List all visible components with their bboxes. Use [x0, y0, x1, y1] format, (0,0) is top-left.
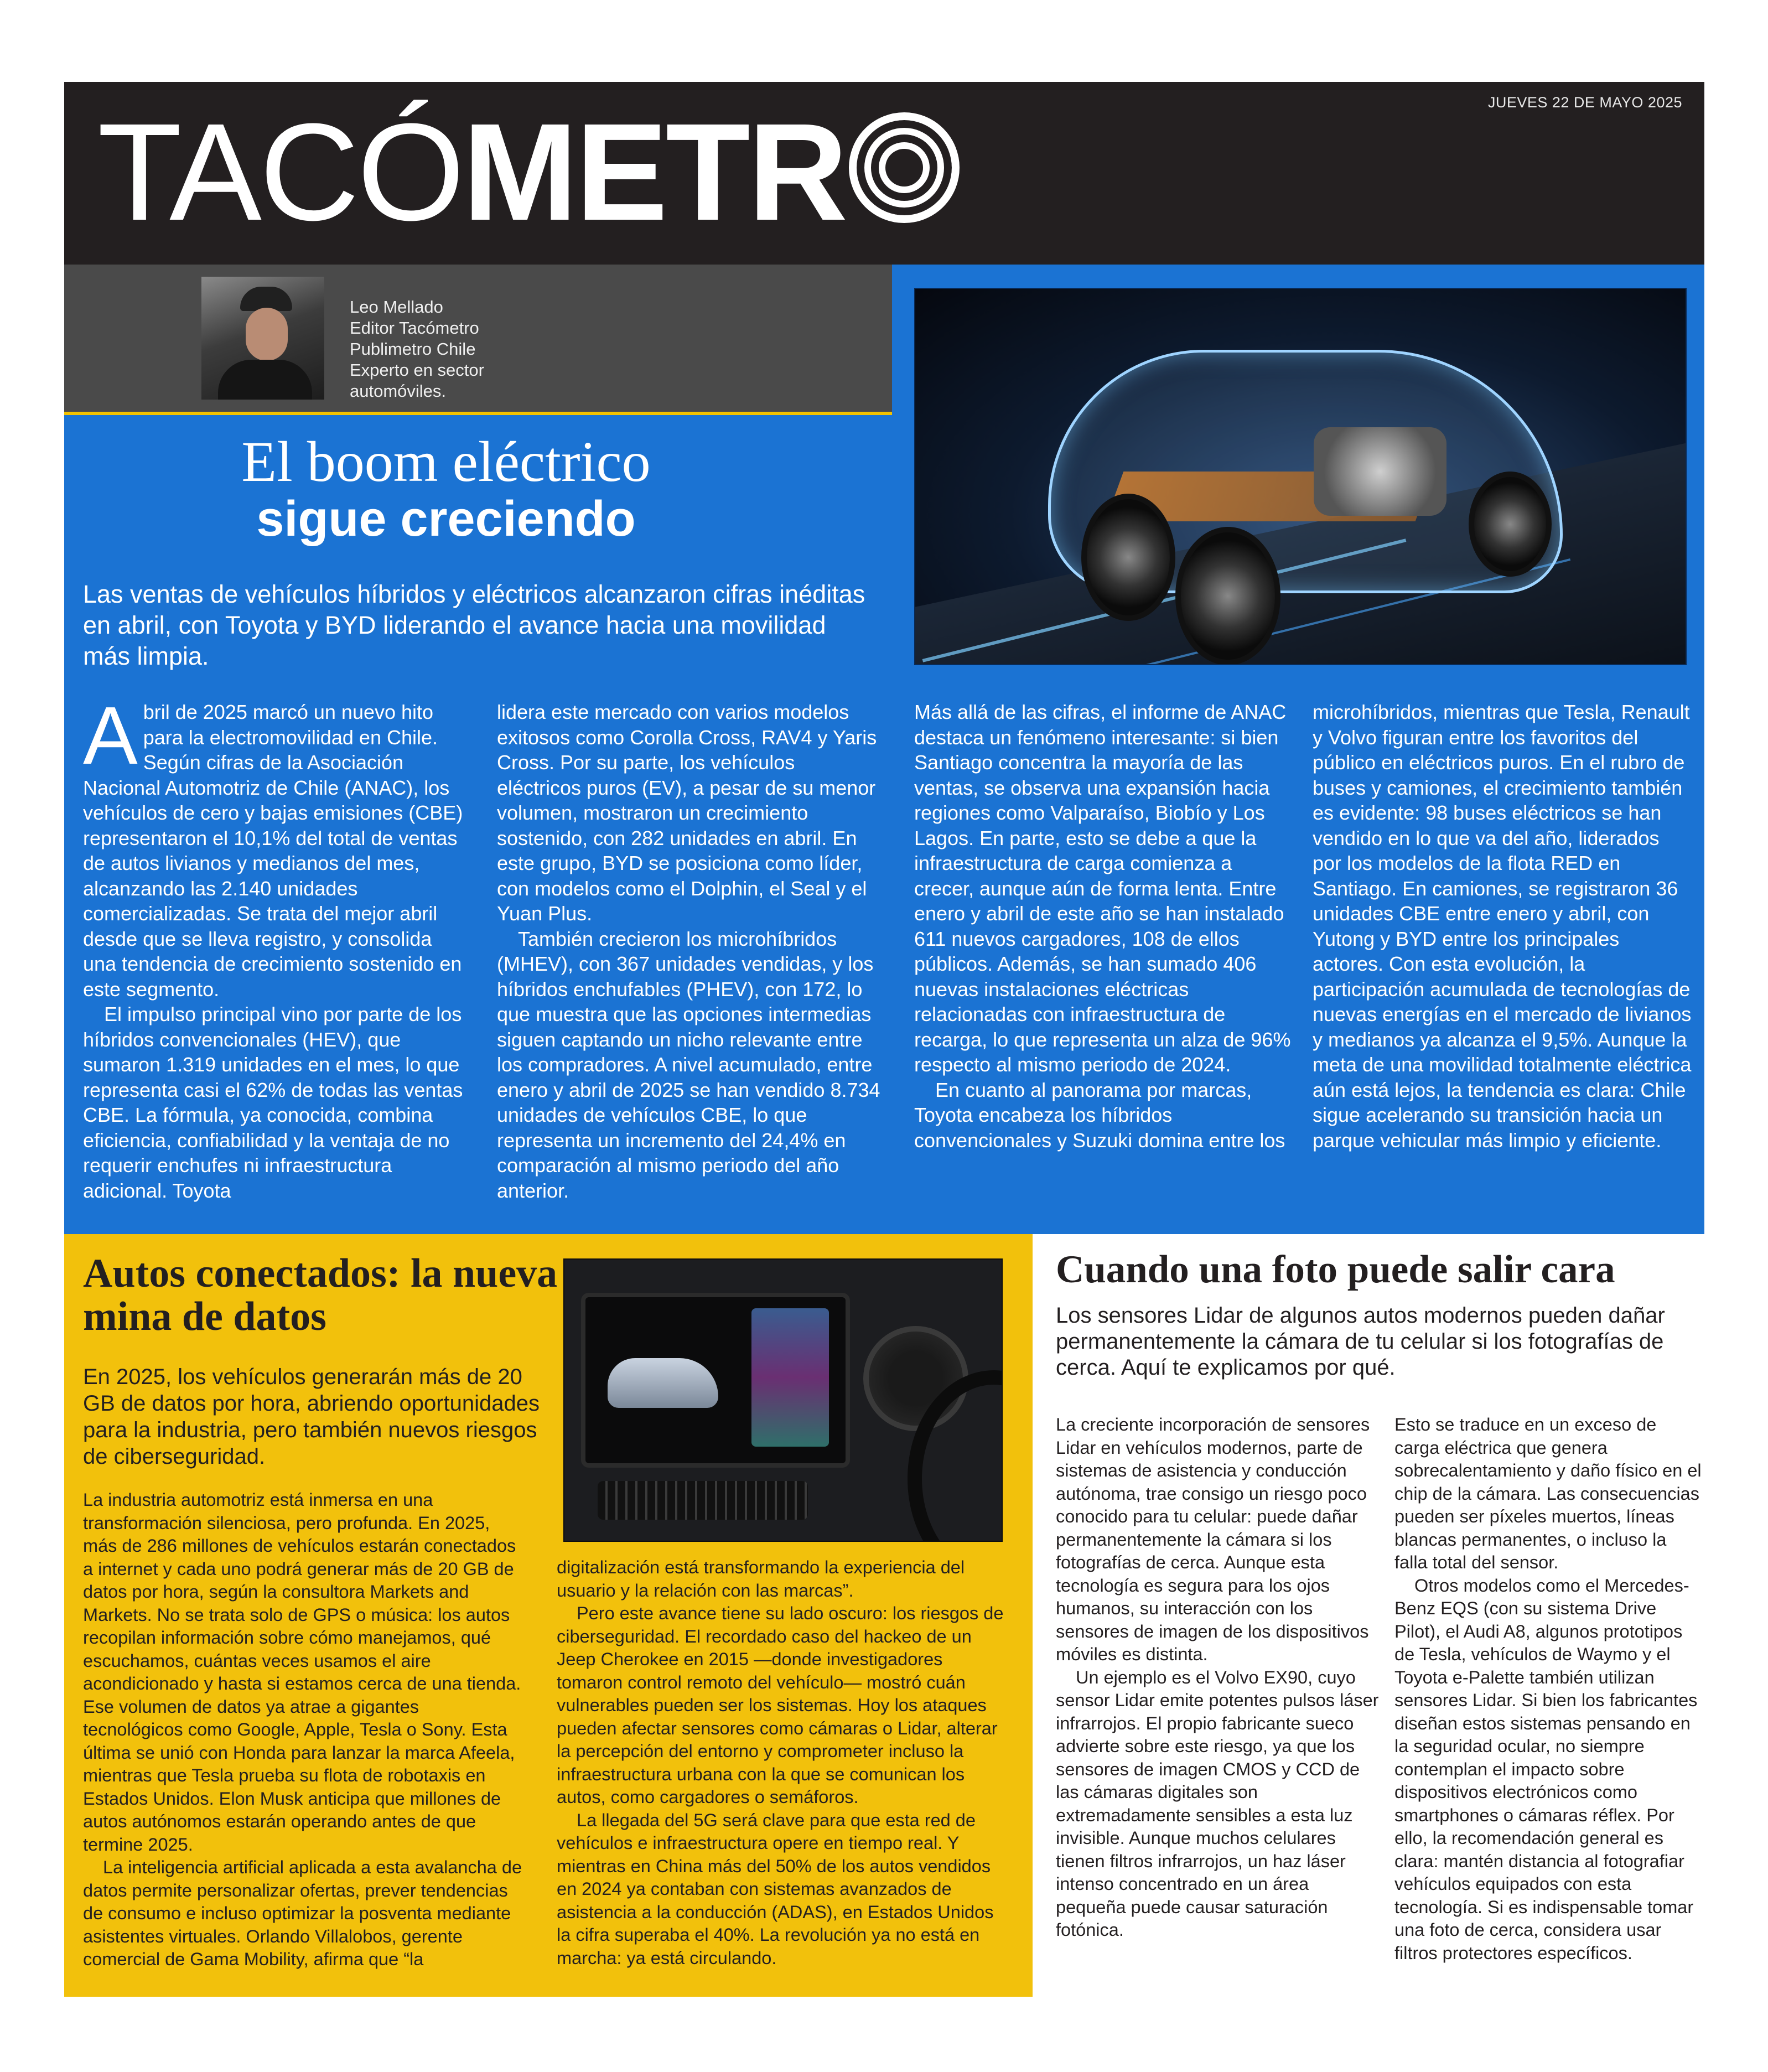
- connected-cars-headline: Autos conectados: la nueva mina de datos: [83, 1251, 558, 1339]
- author-box: [64, 265, 892, 415]
- feature-hero-image: [914, 288, 1687, 665]
- screen-panel-shape: [751, 1308, 829, 1447]
- author-outlet: Publimetro Chile: [350, 339, 476, 359]
- connected-column-1: [83, 1489, 523, 1971]
- section-logo: [97, 95, 960, 249]
- logo-light-part: TACÓ: [97, 95, 463, 249]
- lidar-paragraph: Un ejemplo es el Volvo EX90, cuyo sensor Lidar emite potentes pulsos láser infrarrojos. El propio fabricante sueco advierte sobre este riesgo, ya que los sensores de imagen CMOS y CCD de las cámaras digitales son extremadamente sensibles a esta luz invisible. Aunque muchos celulares tienen filtros infrarrojos, un haz láser intenso concentrado en un área pequeña puede causar saturación fotónica.: [1056, 1667, 1379, 1940]
- lidar-paragraph: Esto se traduce en un exceso de carga eléctrica que genera sobrecalentamiento y daño físico en el chip de la cámara. Las consecuencias pueden ser píxeles muertos, líneas blancas permanentes, o incluso la falla total del sensor.: [1394, 1415, 1702, 1572]
- feature-column-2: [497, 700, 882, 1203]
- connected-paragraph: La inteligencia artificial aplicada a esta avalancha de datos permite personalizar ofertas, prever tendencias de consumo e incluso optimizar la posventa mediante asistentes virtuales. Orlando Villalobos, gerente comercial de Gama Mobility, afirma que “la: [83, 1857, 522, 1969]
- feature-column-3: [914, 700, 1293, 1153]
- connected-paragraph: La industria automotriz está inmersa en una transformación silenciosa, pero profunda. En 2025, más de 286 millones de vehículos estarán conectados a internet y cada uno podrá generar más de 20 GB de datos por hora, según la consultora Markets and Markets. No se trata solo de GPS o música: los autos recopilan información sobre cómo manejamos, qué escuchamos, cuántas veces usamos el aire acondicionado y hasta si estamos cerca de una tienda. Ese volumen de datos ya atrae a gigantes tecnológicos como Google, Apple, Tesla o Sony. Esta última se unió con Honda para lanzar la marca Afeela, mientras que Tesla prueba su flota de robotaxis en Estados Unidos. Elon Musk anticipa que millones de autos autónomos estarán operando antes de que termine 2025.: [83, 1490, 521, 1855]
- hero-motor-shape: [1314, 427, 1446, 516]
- air-vent-shape: [598, 1481, 808, 1520]
- feature-paragraph: Más allá de las cifras, el informe de ANAC destaca un fenómeno interesante: si bien Santiago concentra la mayoría de las ventas, se observa una expansión hacia regiones como Valparaíso, Biobío y Los Lagos. En parte, esto se debe a que la infraestructura de carga comienza a crecer, aunque aún de forma lenta. Entre enero y abril de este año se han instalado 611 nuevos cargadores, 108 de ellos públicos. Además, se han sumado 406 nuevas instalaciones eléctricas relacionadas con infraestructura de recarga, lo que representa un alza de 96% respecto al mismo periodo de 2024.: [914, 701, 1291, 1076]
- author-body-shape: [218, 360, 312, 400]
- feature-paragraph: El impulso principal vino por parte de los híbridos convencionales (HEV), que sumaron 1.319 unidades en el mes, lo que representa casi el 62% de todas las ventas CBE. La fórmula, ya conocida, combina eficiencia, confiabilidad y la ventaja de no requerir enchufes ni infraestructura adicional. Toyota: [83, 1003, 463, 1202]
- logo-bold-part: METR: [462, 95, 846, 249]
- feature-deck: Las ventas de vehículos híbridos y eléctricos alcanzaron cifras inéditas en abril, con Toyota y BYD liderando el avance hacia una movilidad más limpia.: [83, 580, 865, 670]
- feature-paragraph: También crecieron los microhíbridos (MHEV), con 367 unidades vendidas, y los híbridos enchufables (PHEV), con 172, lo que muestra que las opciones intermedias siguen captando un nicho relevante entre los compradores. A nivel acumulado, entre enero y abril de 2025 se han vendido 8.734 unidades de vehículos CBE, lo que representa un incremento del 24,4% en comparación al mismo periodo del año anterior.: [497, 927, 880, 1202]
- author-face-shape: [246, 308, 288, 361]
- connected-cars-deck: En 2025, los vehículos generarán más de 20 GB de datos por hora, abriendo oportunidades para la industria, pero también nuevos riesgos de ciberseguridad.: [83, 1365, 540, 1469]
- author-role: Editor Tacómetro: [350, 318, 479, 338]
- feature-paragraph: lidera este mercado con varios modelos exitosos como Corolla Cross, RAV4 y Yaris Cross. Por su parte, los vehículos eléctricos puros (EV), a pesar de su menor volumen, mostraron un crecimiento sostenido, con 282 unidades en abril. En este grupo, BYD se posiciona como líder, con modelos como el Dolphin, el Seal y el Yuan Plus.: [497, 701, 877, 925]
- author-bio-1: Experto en sector: [350, 360, 484, 380]
- hero-wheel-shape: [1469, 472, 1552, 577]
- lidar-headline: Cuando una foto puede salir cara: [1056, 1248, 1615, 1291]
- drop-cap: A: [83, 690, 138, 781]
- author-credits: [350, 297, 484, 402]
- connected-paragraph: digitalización está transformando la experiencia del usuario y la relación con las marcas”.: [557, 1557, 965, 1600]
- feature-column-1: [83, 690, 468, 1203]
- dashboard-photo: [563, 1258, 1003, 1542]
- feature-headline-line1: El boom eléctrico: [241, 430, 651, 494]
- author-bio-2: automóviles.: [350, 381, 447, 401]
- masthead: [64, 82, 1704, 265]
- connected-paragraph: Pero este avance tiene su lado oscuro: los riesgos de ciberseguridad. El recordado caso del hackeo de un Jeep Cherokee en 2015 —donde investigadores tomaron control remoto del vehículo— mostró cuán vulnerables pueden ser los sistemas. Hoy los ataques pueden afectar sensores como cámaras o Lidar, alterar la percepción del entorno y comprometer incluso la infraestructura urbana con la que se comunican los autos, como cargadores o semáforos.: [557, 1603, 1004, 1807]
- infotainment-screen-shape: [581, 1293, 850, 1468]
- hero-wheel-shape: [1175, 527, 1280, 665]
- author-photo: [201, 277, 324, 400]
- screen-car-shape: [608, 1358, 718, 1408]
- connected-column-2: [557, 1556, 1004, 1970]
- lidar-paragraph: La creciente incorporación de sensores Lidar en vehículos modernos, parte de sistemas de asistencia y conducción autónoma, trae consigo un riesgo poco conocido para tu celular: puede dañar permanentemente la cámara si los fotografías de cerca. Aunque esta tecnología es segura para los ojos humanos, su interacción con los sensores de imagen de los dispositivos móviles es distinta.: [1056, 1415, 1370, 1664]
- logo-o-ring-icon: [849, 112, 960, 223]
- lidar-column-2: [1394, 1413, 1704, 1965]
- author-name: Leo Mellado: [350, 297, 443, 317]
- feature-paragraph: microhíbridos, mientras que Tesla, Renault y Volvo figuran entre los favoritos del público en eléctricos puros. En el rubro de buses y camiones, el crecimiento también es evidente: 98 buses eléctricos se han vendido en lo que va del año, liderados por los modelos de la flota RED en Santiago. En camiones, se registraron 36 unidades CBE entre enero y abril, con Yutong y BYD entre los principales actores. Con esta evolución, la participación acumulada de tecnologías de nuevas energías en el mercado de livianos y medianos ya alcanza el 9,5%. Aunque la meta de una movilidad totalmente eléctrica aún está lejos, la tendencia es clara: Chile sigue acelerando su transición hacia un parque vehicular más limpio y eficiente.: [1313, 701, 1692, 1152]
- issue-date: JUEVES 22 DE MAYO 2025: [1487, 94, 1682, 111]
- feature-paragraph: En cuanto al panorama por marcas, Toyota encabeza los híbridos convencionales y Suzuki domina entre los: [914, 1078, 1285, 1152]
- lidar-deck: Los sensores Lidar de algunos autos modernos pueden dañar permanentemente la cámara de tu celular si los fotografías de cerca. Aquí te explicamos por qué.: [1056, 1303, 1665, 1380]
- feature-headline-line2: sigue creciendo: [256, 491, 636, 547]
- lidar-column-1: [1056, 1413, 1381, 1942]
- feature-paragraph: Abril de 2025 marcó un nuevo hito para la electromovilidad en Chile. Según cifras de la Asociación Nacional Automotriz de Chile (ANAC), los vehículos de cero y bajas emisiones (CBE) representaron el 10,1% del total de ventas de autos livianos y medianos del mes, alcanzando las 2.140 unidades comercializadas. Se trata del mejor abril desde que se lleva registro, y consolida una tendencia de crecimiento sostenido en este segmento.: [83, 690, 463, 1001]
- lidar-paragraph: Otros modelos como el Mercedes-Benz EQS (con su sistema Drive Pilot), el Audi A8, algunos prototipos de Tesla, vehículos de Waymo y el Toyota e-Palette también utilizan sensores Lidar. Si bien los fabricantes diseñan estos sistemas pensando en la seguridad ocular, no siempre contemplan el impacto sobre dispositivos electrónicos como smartphones o cámaras réflex. Por ello, la recomendación general es clara: mantén distancia al fotografiar vehículos equipados con esta tecnología. Si es indispensable tomar una foto de cerca, considera usar filtros protectores específicos.: [1394, 1575, 1698, 1963]
- hero-wheel-shape: [1081, 494, 1175, 621]
- feature-column-4: [1313, 700, 1692, 1153]
- connected-paragraph: La llegada del 5G será clave para que esta red de vehículos e infraestructura opere en tiempo real. Y mientras en China más del 50% de los autos vendidos en 2024 ya contaban con sistemas avanzados de asistencia a la conducción (ADAS), en Estados Unidos la cifra superaba el 40%. La revolución ya no está en marcha: ya está circulando.: [557, 1810, 994, 1968]
